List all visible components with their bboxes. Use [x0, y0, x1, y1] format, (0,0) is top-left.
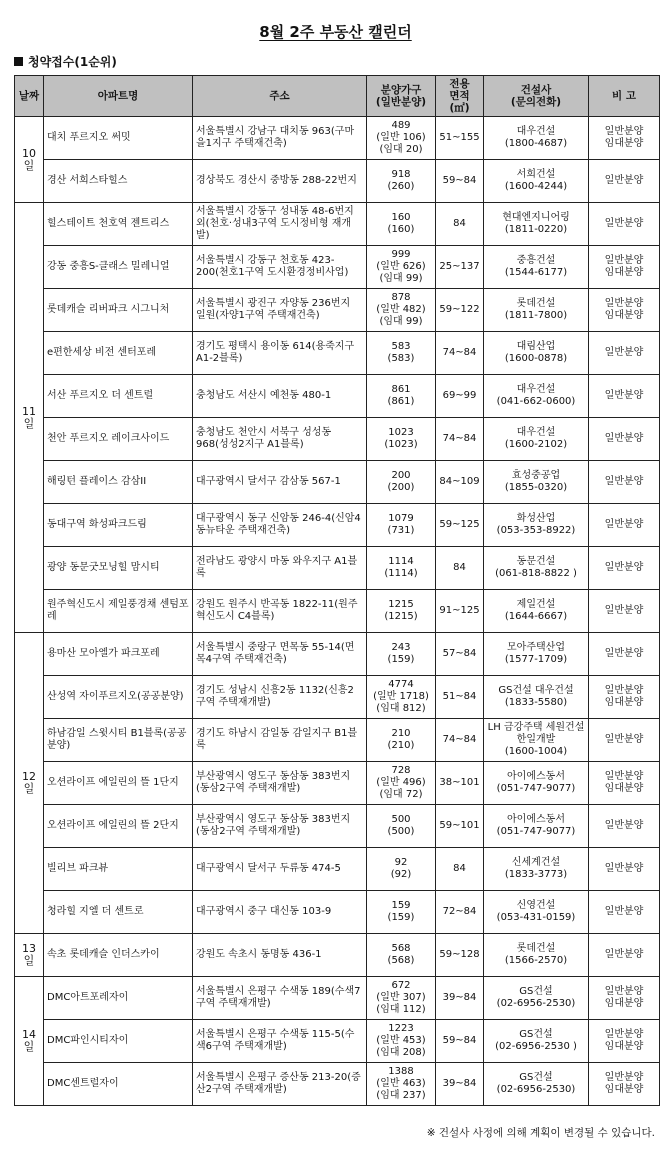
table-row	[15, 117, 660, 160]
remark: 일반분양	[589, 848, 660, 891]
unit-count: 583 (583)	[367, 332, 436, 375]
table-row	[15, 1063, 660, 1106]
unit-count: 1223 (일반 453) (임대 208)	[367, 1020, 436, 1063]
builder-contact: GS건설 (02-6956-2530 )	[484, 1020, 589, 1063]
apartment-name: 해링턴 플레이스 감삼II	[44, 461, 193, 504]
date-cell: 11일	[15, 203, 44, 633]
apartment-name: 빌리브 파크뷰	[44, 848, 193, 891]
remark: 일반분양	[589, 418, 660, 461]
remark: 일반분양	[589, 375, 660, 418]
unit-count: 489 (일반 106) (임대 20)	[367, 117, 436, 160]
builder-contact: 대우건설 (1600-2102)	[484, 418, 589, 461]
table-row	[15, 762, 660, 805]
area-range: 59~122	[436, 289, 484, 332]
apartment-name: 천안 푸르지오 레이크사이드	[44, 418, 193, 461]
address: 서울특별시 은평구 수색동 189(수색7구역 주택재개발)	[193, 977, 367, 1020]
table-row	[15, 547, 660, 590]
area-range: 91~125	[436, 590, 484, 633]
builder-contact: 화성산업 (053-353-8922)	[484, 504, 589, 547]
header-date: 날짜	[15, 76, 44, 117]
unit-count: 1023 (1023)	[367, 418, 436, 461]
builder-contact: 아이에스동서 (051-747-9077)	[484, 805, 589, 848]
remark: 일반분양	[589, 203, 660, 246]
builder-contact: 대림산업 (1600-0878)	[484, 332, 589, 375]
area-range: 74~84	[436, 719, 484, 762]
area-range: 39~84	[436, 1063, 484, 1106]
section-label: 청약접수(1순위)	[28, 55, 117, 69]
table-header-row	[15, 76, 660, 117]
area-range: 72~84	[436, 891, 484, 934]
remark: 일반분양	[589, 633, 660, 676]
unit-count: 1215 (1215)	[367, 590, 436, 633]
remark: 일반분양 임대분양	[589, 117, 660, 160]
remark: 일반분양	[589, 160, 660, 203]
apartment-name: 오션라이프 에일린의 뜰 2단지	[44, 805, 193, 848]
apartment-name: 속초 롯데캐슬 인더스카이	[44, 934, 193, 977]
remark: 일반분양	[589, 332, 660, 375]
unit-count: 159 (159)	[367, 891, 436, 934]
address: 경상북도 경산시 중방동 288-22번지	[193, 160, 367, 203]
header-address: 주소	[193, 76, 367, 117]
address: 서울특별시 은평구 증산동 213-20(증산2구역 주택재개발)	[193, 1063, 367, 1106]
header-area: 전용 면적 (㎡)	[436, 76, 484, 117]
table-row	[15, 375, 660, 418]
builder-contact: 롯데건설 (1566-2570)	[484, 934, 589, 977]
area-range: 84	[436, 547, 484, 590]
area-range: 51~155	[436, 117, 484, 160]
address: 부산광역시 영도구 동삼동 383번지(동삼2구역 주택재개발)	[193, 805, 367, 848]
builder-contact: 제일건설 (1644-6667)	[484, 590, 589, 633]
remark: 일반분양 임대분양	[589, 676, 660, 719]
area-range: 84~109	[436, 461, 484, 504]
builder-contact: 효성중공업 (1855-0320)	[484, 461, 589, 504]
date-cell: 12일	[15, 633, 44, 934]
apartment-name: DMC센트럴자이	[44, 1063, 193, 1106]
builder-contact: 현대엔지니어링 (1811-0220)	[484, 203, 589, 246]
address: 대구광역시 달서구 두류동 474-5	[193, 848, 367, 891]
unit-count: 200 (200)	[367, 461, 436, 504]
header-units: 분양가구 (일반분양)	[367, 76, 436, 117]
table-row	[15, 719, 660, 762]
unit-count: 728 (일반 496) (임대 72)	[367, 762, 436, 805]
table-row	[15, 332, 660, 375]
address: 경기도 하남시 감일동 감일지구 B1블록	[193, 719, 367, 762]
address: 전라남도 광양시 마동 와우지구 A1블록	[193, 547, 367, 590]
area-range: 59~125	[436, 504, 484, 547]
builder-contact: 아이에스동서 (051-747-9077)	[484, 762, 589, 805]
address: 대구광역시 동구 신암동 246-4(신암4동뉴타운 주택재건축)	[193, 504, 367, 547]
address: 충청남도 천안시 서북구 성성동 968(성성2지구 A1블록)	[193, 418, 367, 461]
apartment-name: 하남감일 스윗시티 B1블록(공공분양)	[44, 719, 193, 762]
page-title: 8월 2주 부동산 캘린더	[259, 23, 412, 41]
builder-contact: 대우건설 (1800-4687)	[484, 117, 589, 160]
unit-count: 568 (568)	[367, 934, 436, 977]
address: 강원도 속초시 동명동 436-1	[193, 934, 367, 977]
address: 부산광역시 영도구 동삼동 383번지(동삼2구역 주택재개발)	[193, 762, 367, 805]
remark: 일반분양	[589, 504, 660, 547]
address: 충청남도 서산시 예천동 480-1	[193, 375, 367, 418]
remark: 일반분양 임대분양	[589, 1063, 660, 1106]
area-range: 59~128	[436, 934, 484, 977]
header-apartment: 아파트명	[44, 76, 193, 117]
apartment-name: 원주혁신도시 제일풍경채 센텀포레	[44, 590, 193, 633]
builder-contact: 동문건설 (061-818-8822 )	[484, 547, 589, 590]
area-range: 51~84	[436, 676, 484, 719]
apartment-name: 광양 동문굿모닝힐 맘시티	[44, 547, 193, 590]
remark: 일반분양 임대분양	[589, 289, 660, 332]
builder-contact: GS건설 (02-6956-2530)	[484, 977, 589, 1020]
address: 서울특별시 강동구 천호동 423-200(천호1구역 도시환경정비사업)	[193, 246, 367, 289]
table-row	[15, 160, 660, 203]
table-row	[15, 676, 660, 719]
date-cell: 13일	[15, 934, 44, 977]
address: 서울특별시 광진구 자양동 236번지 일원(자양1구역 주택재건축)	[193, 289, 367, 332]
address: 대구광역시 중구 대신동 103-9	[193, 891, 367, 934]
apartment-name: 롯데캐슬 리버파크 시그니처	[44, 289, 193, 332]
footnote: ※ 건설사 사정에 의해 계획이 변경될 수 있습니다.	[426, 1127, 655, 1139]
address: 대구광역시 달서구 감삼동 567-1	[193, 461, 367, 504]
apartment-name: 서산 푸르지오 더 센트럴	[44, 375, 193, 418]
table-body	[15, 117, 660, 1106]
unit-count: 918 (260)	[367, 160, 436, 203]
table-row	[15, 848, 660, 891]
square-bullet-icon	[14, 57, 23, 66]
area-range: 69~99	[436, 375, 484, 418]
remark: 일반분양 임대분양	[589, 977, 660, 1020]
remark: 일반분양 임대분양	[589, 246, 660, 289]
area-range: 38~101	[436, 762, 484, 805]
remark: 일반분양	[589, 461, 660, 504]
unit-count: 878 (일반 482) (임대 99)	[367, 289, 436, 332]
table-row	[15, 461, 660, 504]
table-row	[15, 590, 660, 633]
builder-contact: GS건설 대우건설 (1833-5580)	[484, 676, 589, 719]
apartment-name: DMC파인시티자이	[44, 1020, 193, 1063]
table-row	[15, 891, 660, 934]
area-range: 84	[436, 848, 484, 891]
area-range: 74~84	[436, 418, 484, 461]
date-cell: 14일	[15, 977, 44, 1106]
header-builder: 건설사 (문의전화)	[484, 76, 589, 117]
apartment-name: 용마산 모아엘가 파크포레	[44, 633, 193, 676]
address: 서울특별시 중랑구 면목동 55-14(면목4구역 주택재건축)	[193, 633, 367, 676]
area-range: 57~84	[436, 633, 484, 676]
apartment-name: 경산 서희스타힐스	[44, 160, 193, 203]
table-row	[15, 633, 660, 676]
unit-count: 92 (92)	[367, 848, 436, 891]
table-row	[15, 246, 660, 289]
section-heading	[14, 53, 117, 70]
builder-contact: 신세계건설 (1833-3773)	[484, 848, 589, 891]
unit-count: 4774 (일반 1718) (임대 812)	[367, 676, 436, 719]
builder-contact: 대우건설 (041-662-0600)	[484, 375, 589, 418]
remark: 일반분양	[589, 719, 660, 762]
apartment-name: 힐스테이트 천호역 젠트리스	[44, 203, 193, 246]
unit-count: 861 (861)	[367, 375, 436, 418]
remark: 일반분양	[589, 805, 660, 848]
unit-count: 999 (일반 626) (임대 99)	[367, 246, 436, 289]
area-range: 59~84	[436, 1020, 484, 1063]
unit-count: 243 (159)	[367, 633, 436, 676]
builder-contact: 신영건설 (053-431-0159)	[484, 891, 589, 934]
address: 경기도 성남시 신흥2동 1132(신흥2구역 주택재개발)	[193, 676, 367, 719]
remark: 일반분양 임대분양	[589, 762, 660, 805]
table-row	[15, 203, 660, 246]
table-row	[15, 289, 660, 332]
table-row	[15, 805, 660, 848]
remark: 일반분양	[589, 934, 660, 977]
date-cell: 10일	[15, 117, 44, 203]
remark: 일반분양	[589, 590, 660, 633]
area-range: 25~137	[436, 246, 484, 289]
builder-contact: LH 금강주택 세원건설 한일개발 (1600-1004)	[484, 719, 589, 762]
unit-count: 1388 (일반 463) (임대 237)	[367, 1063, 436, 1106]
area-range: 74~84	[436, 332, 484, 375]
area-range: 84	[436, 203, 484, 246]
apartment-name: 오션라이프 에일린의 뜰 1단지	[44, 762, 193, 805]
builder-contact: 중흥건설 (1544-6177)	[484, 246, 589, 289]
apartment-name: 대치 푸르지오 써밋	[44, 117, 193, 160]
unit-count: 1079 (731)	[367, 504, 436, 547]
unit-count: 500 (500)	[367, 805, 436, 848]
address: 서울특별시 강동구 성내동 48-6번지 외(천호·성내3구역 도시정비형 재개발)	[193, 203, 367, 246]
unit-count: 1114 (1114)	[367, 547, 436, 590]
table-row	[15, 934, 660, 977]
table-row	[15, 418, 660, 461]
apartment-name: 강동 중흥S-클래스 밀레니얼	[44, 246, 193, 289]
apartment-name: 청라힐 지엘 더 센트로	[44, 891, 193, 934]
builder-contact: 서희건설 (1600-4244)	[484, 160, 589, 203]
apartment-name: 산성역 자이푸르지오(공공분양)	[44, 676, 193, 719]
address: 서울특별시 은평구 수색동 115-5(수색6구역 주택재개발)	[193, 1020, 367, 1063]
address: 강원도 원주시 반곡동 1822-11(원주혁신도시 C4블록)	[193, 590, 367, 633]
table-row	[15, 1020, 660, 1063]
builder-contact: 롯데건설 (1811-7800)	[484, 289, 589, 332]
area-range: 59~84	[436, 160, 484, 203]
builder-contact: GS건설 (02-6956-2530)	[484, 1063, 589, 1106]
unit-count: 210 (210)	[367, 719, 436, 762]
table-row	[15, 977, 660, 1020]
area-range: 59~101	[436, 805, 484, 848]
apartment-name: DMC아트포레자이	[44, 977, 193, 1020]
builder-contact: 모아주택산업 (1577-1709)	[484, 633, 589, 676]
remark: 일반분양 임대분양	[589, 1020, 660, 1063]
address: 경기도 평택시 용이동 614(용죽지구 A1-2블록)	[193, 332, 367, 375]
unit-count: 160 (160)	[367, 203, 436, 246]
remark: 일반분양	[589, 891, 660, 934]
table-row	[15, 504, 660, 547]
remark: 일반분양	[589, 547, 660, 590]
address: 서울특별시 강남구 대치동 963(구마을1지구 주택재건축)	[193, 117, 367, 160]
apartment-name: e편한세상 비전 센터포레	[44, 332, 193, 375]
header-note: 비 고	[589, 76, 660, 117]
apartment-name: 동대구역 화성파크드림	[44, 504, 193, 547]
subscription-table	[14, 75, 660, 1106]
area-range: 39~84	[436, 977, 484, 1020]
unit-count: 672 (일반 307) (임대 112)	[367, 977, 436, 1020]
